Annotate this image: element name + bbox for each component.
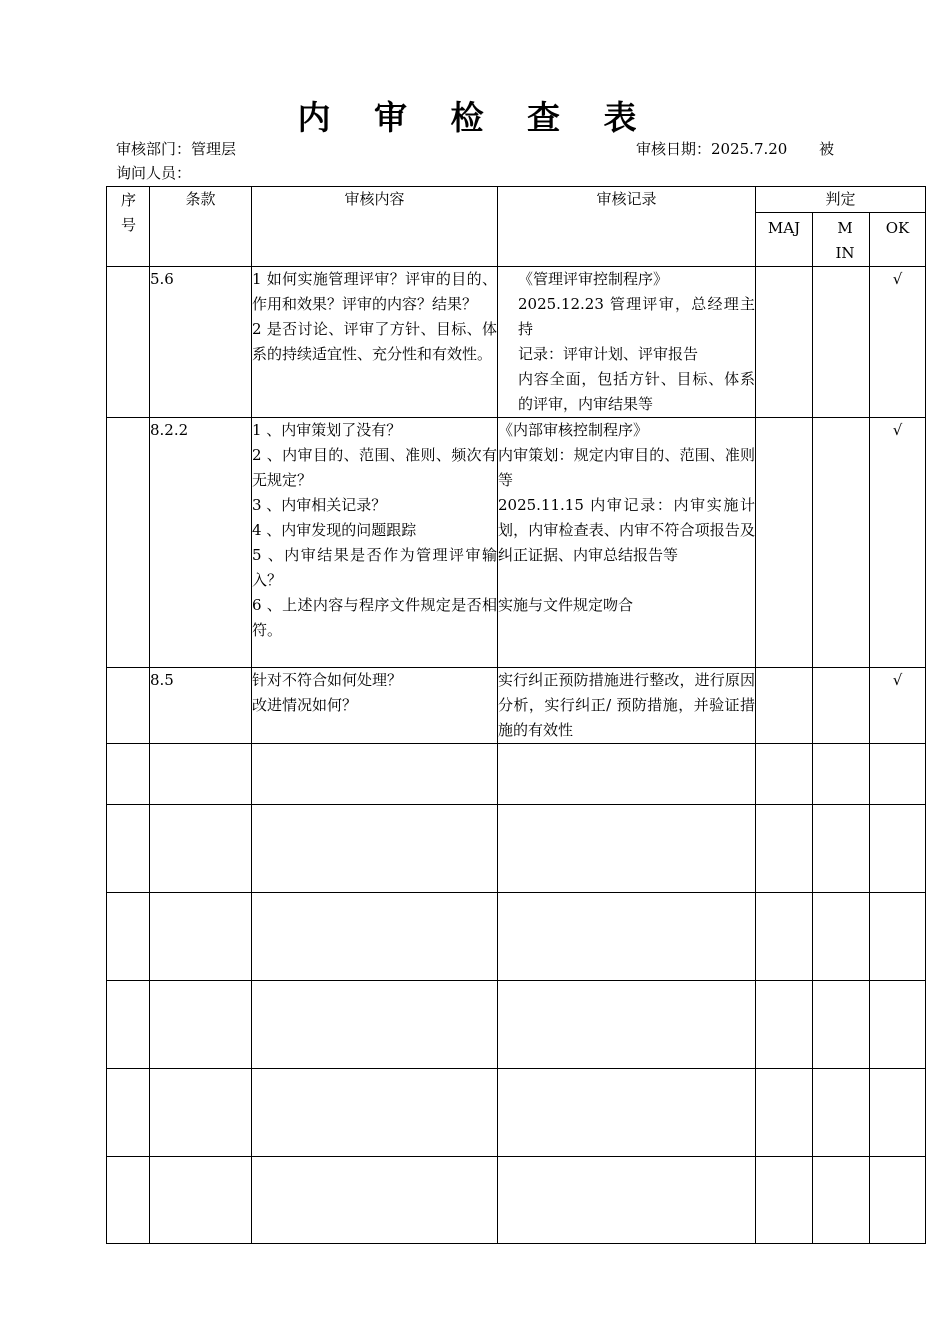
empty-cell <box>498 744 756 805</box>
audit-checklist-table <box>106 186 926 1244</box>
row-maj <box>756 267 813 418</box>
empty-cell <box>498 1069 756 1157</box>
empty-cell <box>498 1157 756 1244</box>
empty-cell <box>813 744 870 805</box>
empty-cell <box>870 1069 926 1157</box>
row-ok-checkmark: √ <box>870 668 926 744</box>
record-line: 《内部审核控制程序》 <box>498 421 649 439</box>
empty-cell <box>813 893 870 981</box>
empty-cell <box>150 1157 252 1244</box>
row-clause: 8.2.2 <box>150 418 252 668</box>
row-content <box>252 668 498 744</box>
empty-cell <box>756 1157 813 1244</box>
row-clause: 8.5 <box>150 668 252 744</box>
empty-cell <box>756 744 813 805</box>
empty-cell <box>107 893 150 981</box>
content-line: 2 是否讨论、评审了方针、目标、体系的持续适宜性、充分性和有效性。 <box>252 320 497 363</box>
table-row <box>107 418 926 668</box>
content-line: 改进情况如何？ <box>252 696 358 714</box>
interviewee-prefix: 被 <box>819 140 835 158</box>
content-line: 针对不符合如何处理？ <box>252 671 403 689</box>
empty-cell <box>756 893 813 981</box>
record-line <box>498 568 755 593</box>
empty-cell <box>813 981 870 1069</box>
empty-cell <box>870 805 926 893</box>
row-maj <box>756 668 813 744</box>
empty-cell <box>252 1157 498 1244</box>
empty-cell <box>150 744 252 805</box>
empty-cell <box>252 893 498 981</box>
header-min: MIN <box>813 213 870 267</box>
content-line: 4 、内审发现的问题跟踪 <box>252 521 417 539</box>
record-line: 2025.11.15 内审记录：内审实施计划，内审检查表、内审不符合项报告及纠正证据、内审总结报告等 <box>498 496 755 564</box>
empty-row <box>107 981 926 1069</box>
document-title: 内 审 检 查 表 <box>297 98 653 137</box>
empty-cell <box>870 981 926 1069</box>
row-record <box>498 668 756 744</box>
record-line: 《管理评审控制程序》 <box>518 270 669 288</box>
row-content <box>252 267 498 418</box>
header-row <box>107 187 926 213</box>
empty-cell <box>756 805 813 893</box>
header-ok: OK <box>870 213 926 267</box>
empty-cell <box>252 805 498 893</box>
row-ok-checkmark: √ <box>870 267 926 418</box>
empty-cell <box>498 893 756 981</box>
record-line: 内容全面，包括方针、目标、体系的评审，内审结果等 <box>518 370 755 413</box>
empty-cell <box>870 1157 926 1244</box>
empty-cell <box>252 1069 498 1157</box>
interviewee-label: 询问人员： <box>116 164 192 182</box>
header-record: 审核记录 <box>498 187 756 267</box>
empty-cell <box>107 805 150 893</box>
empty-row <box>107 744 926 805</box>
content-line: 6 、上述内容与程序文件规定是否相符。 <box>252 596 497 639</box>
row-record <box>498 418 756 668</box>
record-line: 2025.12.23 管理评审，总经理主持 <box>518 295 755 338</box>
row-record <box>498 267 756 418</box>
header-content: 审核内容 <box>252 187 498 267</box>
empty-cell <box>107 1069 150 1157</box>
empty-row <box>107 893 926 981</box>
empty-cell <box>498 981 756 1069</box>
row-ok-checkmark: √ <box>870 418 926 668</box>
empty-row <box>107 805 926 893</box>
table-row <box>107 267 926 418</box>
table-row <box>107 668 926 744</box>
row-clause: 5.6 <box>150 267 252 418</box>
empty-cell <box>150 805 252 893</box>
record-line: 内审策划：规定内审目的、范围、准则等 <box>498 446 755 489</box>
header-clause: 条款 <box>150 187 252 267</box>
row-min <box>813 267 870 418</box>
row-content <box>252 418 498 668</box>
empty-row <box>107 1069 926 1157</box>
empty-row <box>107 1157 926 1244</box>
empty-cell <box>252 981 498 1069</box>
empty-cell <box>813 1157 870 1244</box>
empty-cell <box>107 1157 150 1244</box>
empty-cell <box>107 744 150 805</box>
empty-cell <box>150 1069 252 1157</box>
empty-cell <box>870 893 926 981</box>
empty-cell <box>150 893 252 981</box>
row-min <box>813 418 870 668</box>
content-line: 2 、内审目的、范围、准则、频次有无规定？ <box>252 446 497 489</box>
empty-cell <box>150 981 252 1069</box>
row-min <box>813 668 870 744</box>
header-judgement: 判定 <box>756 187 926 213</box>
empty-cell <box>252 744 498 805</box>
record-line: 实行纠正预防措施进行整改，进行原因分析，实行纠正/ 预防措施，并验证措施的有效性 <box>498 671 755 739</box>
row-seq <box>107 267 150 418</box>
empty-cell <box>498 805 756 893</box>
empty-cell <box>107 981 150 1069</box>
content-line: 5 、内审结果是否作为管理评审输入？ <box>252 546 497 589</box>
content-line: 3 、内审相关记录？ <box>252 496 387 514</box>
content-line: 1 、内审策划了没有？ <box>252 421 402 439</box>
empty-cell <box>813 1069 870 1157</box>
row-seq <box>107 668 150 744</box>
empty-cell <box>756 981 813 1069</box>
empty-cell <box>870 744 926 805</box>
empty-cell <box>813 805 870 893</box>
header-seq: 序号 <box>107 187 150 267</box>
audit-department: 审核部门：管理层 <box>116 140 237 158</box>
row-maj <box>756 418 813 668</box>
content-line: 1 如何实施管理评审？评审的目的、作用和效果？评审的内容？结果？ <box>252 270 497 313</box>
empty-cell <box>756 1069 813 1157</box>
record-line: 记录：评审计划、评审报告 <box>518 345 699 363</box>
audit-date: 审核日期：2025.7.20 <box>636 140 788 158</box>
header-maj: MAJ <box>756 213 813 267</box>
record-line: 实施与文件规定吻合 <box>498 596 634 614</box>
row-seq <box>107 418 150 668</box>
